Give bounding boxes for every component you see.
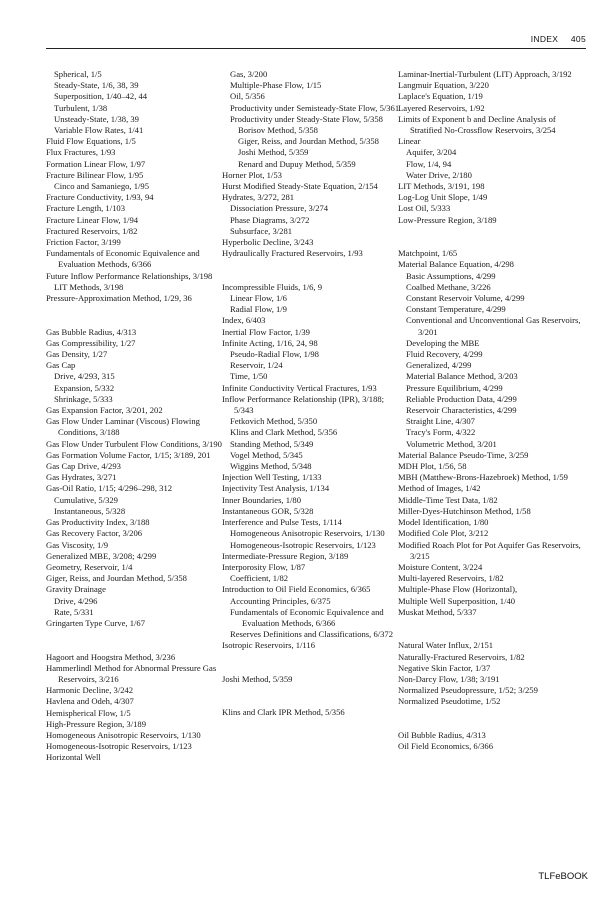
index-entry: Gas Cap Drive, 4/293: [46, 461, 121, 472]
index-entry: MBH (Matthew-Brons-Hazebroek) Method, 1/59: [398, 472, 568, 483]
index-entry: Lost Oil, 5/333: [398, 203, 451, 214]
index-entry: Modified Roach Plot for Pot Aquifer Gas Reservoirs, 3/215: [398, 539, 581, 561]
letter-group-spacer: [222, 271, 400, 282]
index-subentry: Reliable Production Data, 4/299: [406, 393, 517, 404]
index-entry: Gas Recovery Factor, 3/206: [46, 528, 143, 539]
letter-group-spacer: [222, 663, 400, 674]
letter-group-spacer: [46, 629, 224, 640]
index-entry: Infinite Conductivity Vertical Fractures, 1/93: [222, 382, 377, 393]
index-entry: Material Balance Pseudo-Time, 3/259: [398, 449, 529, 460]
index-entry: Klins and Clark IPR Method, 5/356: [222, 707, 345, 718]
index-entry: Interporosity Flow, 1/87: [222, 561, 306, 572]
index-entry: Multiple Well Superposition, 1/40: [398, 595, 516, 606]
index-subentry: Phase Diagrams, 3/272: [230, 214, 310, 225]
index-entry: Geometry, Reservoir, 1/4: [46, 561, 133, 572]
index-entry: Log-Log Unit Slope, 1/49: [398, 192, 488, 203]
index-entry: Gas Compressibility, 1/27: [46, 337, 136, 348]
index-subentry: Multiple-Phase Flow, 1/15: [230, 80, 322, 91]
index-subentry: Drive, 4/296: [54, 595, 98, 606]
index-subentry: Straight Line, 4/307: [406, 416, 475, 427]
index-subentry: Drive, 4/293, 315: [54, 371, 115, 382]
index-entry: Gas Flow Under Laminar (Viscous) Flowing Conditions, 3/188: [46, 416, 200, 438]
index-entry: Homogeneous Anisotropic Reservoirs, 1/130: [46, 729, 201, 740]
index-subentry: Borisov Method, 5/358: [238, 125, 318, 136]
index-subentry: Tracy's Form, 4/322: [406, 427, 476, 438]
index-entry: Gas Hydrates, 3/271: [46, 472, 117, 483]
index-entry: Limits of Exponent b and Decline Analysis of Stratified No-Crossflow Reservoirs, 3/254: [398, 113, 556, 136]
letter-group-spacer: [398, 226, 588, 237]
index-entry: Generalized MBE, 3/208; 4/299: [46, 550, 157, 561]
index-entry: Laplace's Equation, 1/19: [398, 91, 483, 102]
index-entry: Harmonic Decline, 3/242: [46, 685, 134, 696]
index-subentry: Fetkovich Method, 5/350: [230, 416, 318, 427]
index-entry: Gas Density, 1/27: [46, 349, 108, 360]
index-subentry: Water Drive, 2/180: [406, 169, 472, 180]
index-subentry: Pressure Equilibrium, 4/299: [406, 382, 503, 393]
index-subentry: Coefficient, 1/82: [230, 573, 289, 584]
index-entry: Giger, Reiss, and Jourdan Method, 5/358: [46, 573, 187, 584]
index-entry: Gas Formation Volume Factor, 1/15; 3/189, 201: [46, 449, 211, 460]
index-entry: Gas Productivity Index, 3/188: [46, 517, 150, 528]
index-subentry: Shrinkage, 5/333: [54, 393, 113, 404]
index-subentry: Wiggins Method, 5/348: [230, 461, 312, 472]
index-subentry: Flow, 1/4, 94: [406, 158, 452, 169]
index-entry: Isotropic Reservoirs, 1/116: [222, 640, 316, 651]
index-entry: Matchpoint, 1/65: [398, 248, 458, 259]
index-entry: Natural Water Influx, 2/151: [398, 640, 494, 651]
index-subentry: Spherical, 1/5: [54, 69, 102, 79]
index-entry: Moisture Content, 3/224: [398, 561, 483, 572]
index-subentry: Joshi Method, 5/359: [238, 147, 309, 158]
index-entry: Fractured Reservoirs, 1/82: [46, 225, 138, 236]
footer-watermark: TLFeBOOK: [538, 871, 588, 882]
index-subentry: Generalized, 4/299: [406, 360, 472, 371]
index-entry: Inertial Flow Factor, 1/39: [222, 326, 310, 337]
index-entry: Infinite Acting, 1/16, 24, 98: [222, 337, 318, 348]
index-entry: Joshi Method, 5/359: [222, 673, 293, 684]
letter-group-spacer: [398, 237, 588, 248]
index-subentry: Renard and Dupuy Method, 5/359: [238, 158, 356, 169]
index-subentry: LIT Methods, 3/198: [54, 281, 124, 292]
index-entry: Fluid Flow Equations, 1/5: [46, 136, 136, 147]
index-entry: Model Identification, 1/80: [398, 517, 489, 528]
index-entry: Gas Expansion Factor, 3/201, 202: [46, 405, 163, 416]
index-entry: Hyperbolic Decline, 3/243: [222, 237, 314, 248]
index-subentry: Productivity under Semisteady-State Flow, 5/361: [230, 102, 400, 113]
index-entry: Future Inflow Performance Relationships, 3/198: [46, 270, 213, 281]
index-entry: Gas Viscosity, 1/9: [46, 539, 109, 550]
index-subentry: Constant Reservoir Volume, 4/299: [406, 293, 525, 304]
index-entry: Gravity Drainage: [46, 584, 106, 595]
index-entry: Fracture Conductivity, 1/93, 94: [46, 192, 154, 203]
index-entry: MDH Plot, 1/56, 58: [398, 461, 467, 472]
index-entry: Horizontal Well: [46, 752, 101, 763]
index-entry: Naturally-Fractured Reservoirs, 1/82: [398, 651, 525, 662]
index-subentry: Conventional and Unconventional Gas Reservoirs, 3/201: [406, 315, 581, 337]
index-entry: Laminar-Inertial-Turbulent (LIT) Approach, 3/192: [398, 69, 572, 79]
index-entry: Material Balance Equation, 4/298: [398, 259, 514, 270]
letter-group-spacer: [46, 315, 224, 326]
index-entry: Index, 6/403: [222, 315, 266, 326]
index-subentry: Reserves Definitions and Classifications, 6/372: [230, 629, 394, 640]
index-entry: Interference and Pulse Tests, 1/114: [222, 517, 342, 528]
index-entry: Intermediate-Pressure Region, 3/189: [222, 550, 349, 561]
letter-group-spacer: [46, 640, 224, 651]
header-page-number: 405: [570, 34, 586, 44]
index-subentry: Fluid Recovery, 4/299: [406, 349, 483, 360]
index-entry: Havlena and Odeh, 4/307: [46, 696, 134, 707]
index-subentry: Subsurface, 3/281: [230, 225, 293, 236]
index-entry: Gas-Oil Ratio, 1/15; 4/296–298, 312: [46, 483, 173, 494]
index-column-3: [398, 69, 588, 752]
index-subentry: Dissociation Pressure, 3/274: [230, 203, 329, 214]
index-entry: Method of Images, 1/42: [398, 483, 481, 494]
index-subentry: Klins and Clark Method, 5/356: [230, 427, 338, 438]
index-entry: Horner Plot, 1/53: [222, 169, 282, 180]
header-section-title: INDEX: [530, 34, 559, 44]
index-subentry: Standing Method, 5/349: [230, 438, 314, 449]
index-entry: Non-Darcy Flow, 1/38; 3/191: [398, 673, 500, 684]
index-entry: Normalized Pseudopressure, 1/52; 3/259: [398, 685, 538, 696]
header-rule: [46, 48, 586, 49]
index-entry: Hurst Modified Steady-State Equation, 2/154: [222, 181, 378, 192]
index-subentry: Linear Flow, 1/6: [230, 293, 287, 304]
index-subentry: Expansion, 5/332: [54, 382, 115, 393]
index-entry: Linear: [398, 136, 421, 147]
index-subentry: Developing the MBE: [406, 337, 480, 348]
index-entry: Fracture Linear Flow, 1/94: [46, 214, 139, 225]
index-subentry: Instantaneous, 5/328: [54, 505, 126, 516]
index-entry: Multiple-Phase Flow (Horizontal),: [398, 584, 518, 595]
index-entry: Miller-Dyes-Hutchinson Method, 1/58: [398, 505, 531, 516]
index-subentry: Superposition, 1/40–42, 44: [54, 91, 148, 102]
index-subentry: Material Balance Method, 3/203: [406, 371, 518, 382]
index-entry: Inner Boundaries, 1/80: [222, 494, 301, 505]
index-subentry: Constant Temperature, 4/299: [406, 304, 506, 315]
letter-group-spacer: [398, 719, 588, 730]
index-entry: Oil Field Economics, 6/366: [398, 741, 494, 752]
index-entry: Middle-Time Test Data, 1/82: [398, 494, 498, 505]
index-column-1: [46, 69, 224, 764]
index-subentry: Cumulative, 5/329: [54, 494, 118, 505]
running-header: [521, 34, 586, 46]
index-subentry: Unsteady-State, 1/38, 39: [54, 113, 139, 124]
index-subentry: Giger, Reiss, and Jourdan Method, 5/358: [238, 136, 379, 147]
index-entry: Muskat Method, 5/337: [398, 606, 477, 617]
index-subentry: Gas, 3/200: [230, 69, 268, 79]
index-subentry: Oil, 5/356: [230, 91, 265, 102]
letter-group-spacer: [222, 696, 400, 707]
index-entry: Hydraulically Fractured Reservoirs, 1/93: [222, 248, 363, 259]
index-subentry: Reservoir, 1/24: [230, 360, 283, 371]
index-entry: Injection Well Testing, 1/133: [222, 472, 322, 483]
letter-group-spacer: [222, 652, 400, 663]
letter-group-spacer: [222, 259, 400, 270]
index-subentry: Homogeneous-Isotropic Reservoirs, 1/123: [230, 539, 376, 550]
index-entry: Gas Bubble Radius, 4/313: [46, 326, 137, 337]
index-entry: Pressure-Approximation Method, 1/29, 36: [46, 293, 192, 304]
index-entry: Multi-layered Reservoirs, 1/82: [398, 573, 504, 584]
index-subentry: Radial Flow, 1/9: [230, 304, 287, 315]
index-subentry: Fundamentals of Economic Equivalence and Evaluation Methods, 6/366: [230, 606, 384, 628]
index-subentry: Pseudo-Radial Flow, 1/98: [230, 349, 319, 360]
index-entry: Friction Factor, 3/199: [46, 237, 121, 248]
index-entry: Inflow Performance Relationship (IPR), 3/188; 5/343: [222, 393, 385, 416]
index-entry: Fundamentals of Economic Equivalence and Evaluation Methods, 6/366: [46, 248, 200, 270]
index-entry: Introduction to Oil Field Economics, 6/365: [222, 584, 371, 595]
index-entry: Injectivity Test Analysis, 1/134: [222, 483, 330, 494]
index-subentry: Coalbed Methane, 3/226: [406, 281, 491, 292]
index-subentry: Variable Flow Rates, 1/41: [54, 125, 144, 136]
letter-group-spacer: [222, 685, 400, 696]
index-entry: Hagoort and Hoogstra Method, 3/236: [46, 651, 176, 662]
letter-group-spacer: [398, 618, 588, 629]
index-entry: Gas Flow Under Turbulent Flow Conditions, 3/190: [46, 438, 222, 449]
index-entry: Hydrates, 3/272, 281: [222, 192, 295, 203]
index-entry: Fracture Bilinear Flow, 1/95: [46, 169, 144, 180]
index-entry: Fracture Length, 1/103: [46, 203, 125, 214]
index-entry: Instantaneous GOR, 5/328: [222, 505, 314, 516]
index-entry: Normalized Pseudotime, 1/52: [398, 696, 501, 707]
index-subentry: Homogeneous Anisotropic Reservoirs, 1/130: [230, 528, 385, 539]
index-column-2: [222, 69, 400, 719]
index-entry: Formation Linear Flow, 1/97: [46, 158, 146, 169]
index-entry: Gringarten Type Curve, 1/67: [46, 617, 145, 628]
index-entry: Hammerlindl Method for Abnormal Pressure Gas Reservoirs, 3/216: [46, 662, 217, 684]
index-entry: Oil Bubble Radius, 4/313: [398, 729, 486, 740]
letter-group-spacer: [398, 708, 588, 719]
index-entry: Homogeneous-Isotropic Reservoirs, 1/123: [46, 741, 192, 752]
index-entry: Langmuir Equation, 3/220: [398, 80, 489, 91]
index-subentry: Time, 1/50: [230, 371, 268, 382]
index-subentry: Vogel Method, 5/345: [230, 449, 303, 460]
index-subentry: Accounting Principles, 6/375: [230, 595, 331, 606]
index-subentry: Basic Assumptions, 4/299: [406, 270, 496, 281]
index-subentry: Cinco and Samaniego, 1/95: [54, 181, 149, 192]
index-entry: Negative Skin Factor, 1/37: [398, 662, 491, 673]
index-subentry: Turbulent, 1/38: [54, 102, 108, 113]
letter-group-spacer: [46, 304, 224, 315]
index-entry: Incompressible Fluids, 1/6, 9: [222, 281, 323, 292]
index-subentry: Steady-State, 1/6, 38, 39: [54, 80, 139, 91]
index-entry: Layered Reservoirs, 1/92: [398, 102, 485, 113]
index-entry: Gas Cap: [46, 360, 76, 371]
index-subentry: Volumetric Method, 3/201: [406, 438, 497, 449]
index-subentry: Reservoir Characteristics, 4/299: [406, 405, 517, 416]
index-entry: Flux Fractures, 1/93: [46, 147, 116, 158]
index-subentry: Productivity under Steady-State Flow, 5/358: [230, 113, 383, 124]
index-entry: LIT Methods, 3/191, 198: [398, 181, 485, 192]
index-entry: Modified Cole Plot, 3/212: [398, 528, 489, 539]
index-entry: High-Pressure Region, 3/189: [46, 718, 147, 729]
letter-group-spacer: [398, 629, 588, 640]
index-subentry: Rate, 5/331: [54, 606, 94, 617]
index-entry: Low-Pressure Region, 3/189: [398, 214, 497, 225]
index-entry: Hemispherical Flow, 1/5: [46, 707, 131, 718]
index-subentry: Aquifer, 3/204: [406, 147, 457, 158]
